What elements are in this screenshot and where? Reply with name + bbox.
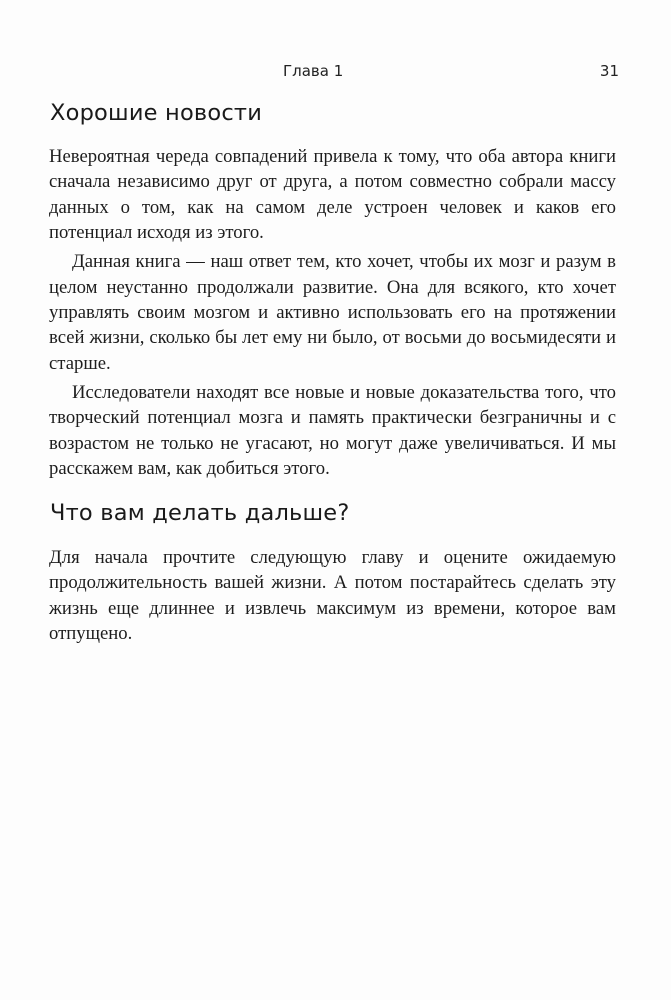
section-body-what-next [49, 545, 616, 647]
body-paragraph: Данная книга — наш ответ тем, кто хочет, чтобы их мозг и разум в целом неустанно продолжали развитие. Она для всякого, кто хочет управлять своим мозгом и активно использовать его на протяжении всей жизни, сколько бы лет ему ни было, от восьми до восьмидесяти и старше. [49, 251, 616, 374]
section-body-good-news [49, 144, 616, 481]
running-head-chapter: Глава 1 [283, 62, 344, 80]
body-paragraph: Невероятная череда совпадений привела к тому, что оба автора книги сначала независимо друг от друга, а потом совместно собрали массу данных о том, как на самом деле устроен человек и каков его потенциал исходя из этого. [49, 146, 616, 244]
page-number: 31 [599, 62, 619, 80]
body-paragraph: Исследователи находят все новые и новые доказательства того, что творческий потенциал мозга и память практически безграничны и с возрастом не только не угасают, но могут даже увеличиваться. И мы расскажем вам, как добиться этого. [49, 381, 616, 480]
body-paragraph: Для начала прочтите следующую главу и оцените ожидаемую продолжительность вашей жизни. А потом постарайтесь сделать эту жизнь еще длиннее и извлечь максимум из времени, которое вам отпущено. [49, 547, 616, 645]
section-heading-good-news: Хорошие новости [50, 100, 263, 126]
section-heading-what-next: Что вам делать дальше? [50, 500, 350, 526]
